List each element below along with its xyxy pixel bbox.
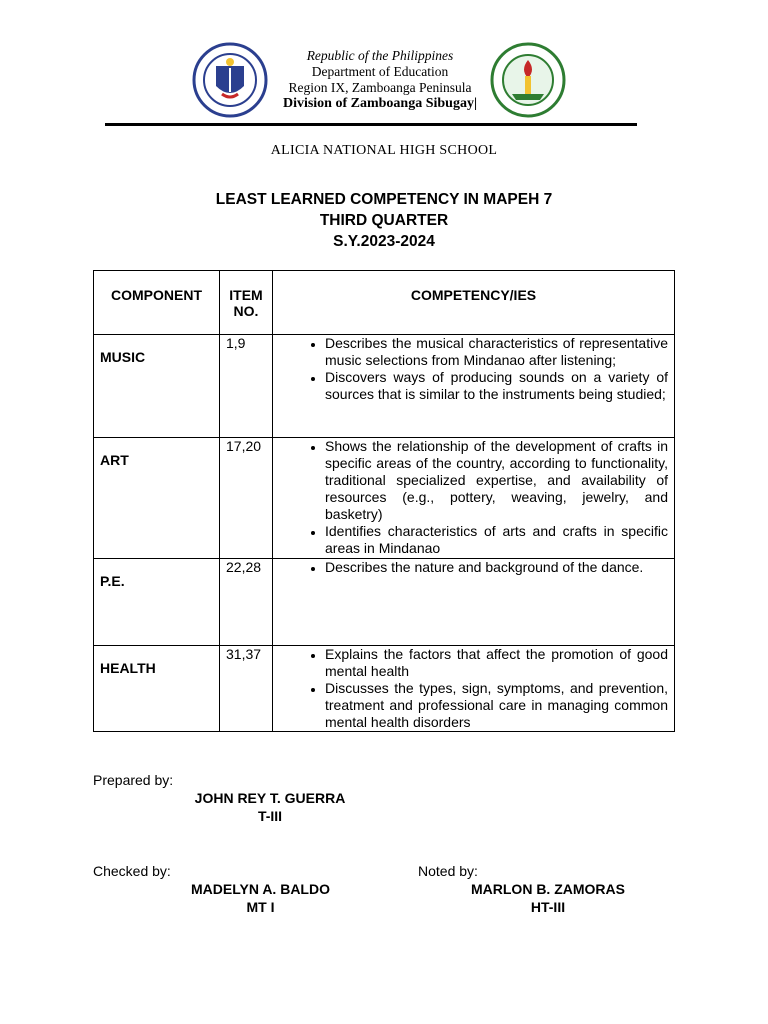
component-cell: P.E. (94, 559, 220, 646)
header-divider (105, 123, 637, 126)
noted-by-label: Noted by: (418, 863, 478, 879)
header-item-no: ITEM NO. (220, 271, 273, 335)
competency-item: • Describes the nature and background of the dance. (325, 559, 668, 576)
table-row (94, 335, 675, 438)
competency-cell (273, 335, 675, 438)
prepared-by-position: T-III (257, 808, 283, 824)
title-line-3: S.Y.2023-2024 (333, 233, 435, 250)
competency-cell (273, 438, 675, 559)
table-header-row (94, 271, 675, 335)
component-cell: HEALTH (94, 646, 220, 732)
document-title (0, 189, 768, 252)
region-line: Region IX, Zamboanga Peninsula (288, 80, 472, 95)
letterhead (0, 40, 768, 120)
competency-cell (273, 559, 675, 646)
competency-cell (273, 646, 675, 732)
table-row (94, 559, 675, 646)
title-line-1: LEAST LEARNED COMPETENCY IN MAPEH 7 (215, 191, 553, 208)
prepared-by-block (93, 771, 363, 825)
letterhead-text (272, 48, 488, 112)
republic-line: Republic of the Philippines (306, 48, 454, 63)
competency-table (93, 270, 675, 732)
item-no-cell: 22,28 (220, 559, 273, 646)
competency-item: • Shows the relationship of the development of crafts in specific areas of the country, according to functionality, traditional specialized expertise, and availability of resources (e.g., pottery, weaving, jewelry, and basketry) (325, 438, 668, 523)
division-seal-icon (490, 42, 566, 118)
item-no-cell: 17,20 (220, 438, 273, 559)
prepared-by-label: Prepared by: (93, 772, 174, 788)
competency-item: • Explains the factors that affect the promotion of good mental health (325, 646, 668, 680)
table-row (94, 438, 675, 559)
table-row (94, 646, 675, 732)
item-no-cell: 1,9 (220, 335, 273, 438)
noted-by-name: MARLON B. ZAMORAS (471, 881, 625, 897)
title-line-2: THIRD QUARTER (319, 212, 449, 229)
noted-by-position: HT-III (530, 899, 566, 915)
division-line: Division of Zamboanga Sibugay| (282, 96, 478, 111)
competency-item: • Discovers ways of producing sounds on a variety of sources that is similar to the instruments being studied; (325, 369, 668, 403)
department-line: Department of Education (311, 64, 449, 79)
checked-by-block (93, 862, 343, 916)
noted-by-block (418, 862, 638, 916)
checked-by-label: Checked by: (93, 863, 171, 879)
checked-by-position: MT I (246, 899, 275, 915)
competency-item: • Discusses the types, sign, symptoms, and prevention, treatment and professional care in managing common mental health disorders (325, 680, 668, 731)
component-cell: ART (94, 438, 220, 559)
competency-item: • Describes the musical characteristics of representative music selections from Mindanao after listening; (325, 335, 668, 369)
checked-by-name: MADELYN A. BALDO (191, 881, 330, 897)
competency-item: • Identifies characteristics of arts and crafts in specific areas in Mindanao (325, 523, 668, 557)
school-name: ALICIA NATIONAL HIGH SCHOOL (270, 143, 498, 158)
component-cell: MUSIC (94, 335, 220, 438)
item-no-cell: 31,37 (220, 646, 273, 732)
prepared-by-name: JOHN REY T. GUERRA (194, 790, 346, 806)
header-competency: COMPETENCY/IES (273, 271, 675, 335)
header-component: COMPONENT (94, 271, 220, 335)
deped-seal-icon (192, 42, 268, 118)
